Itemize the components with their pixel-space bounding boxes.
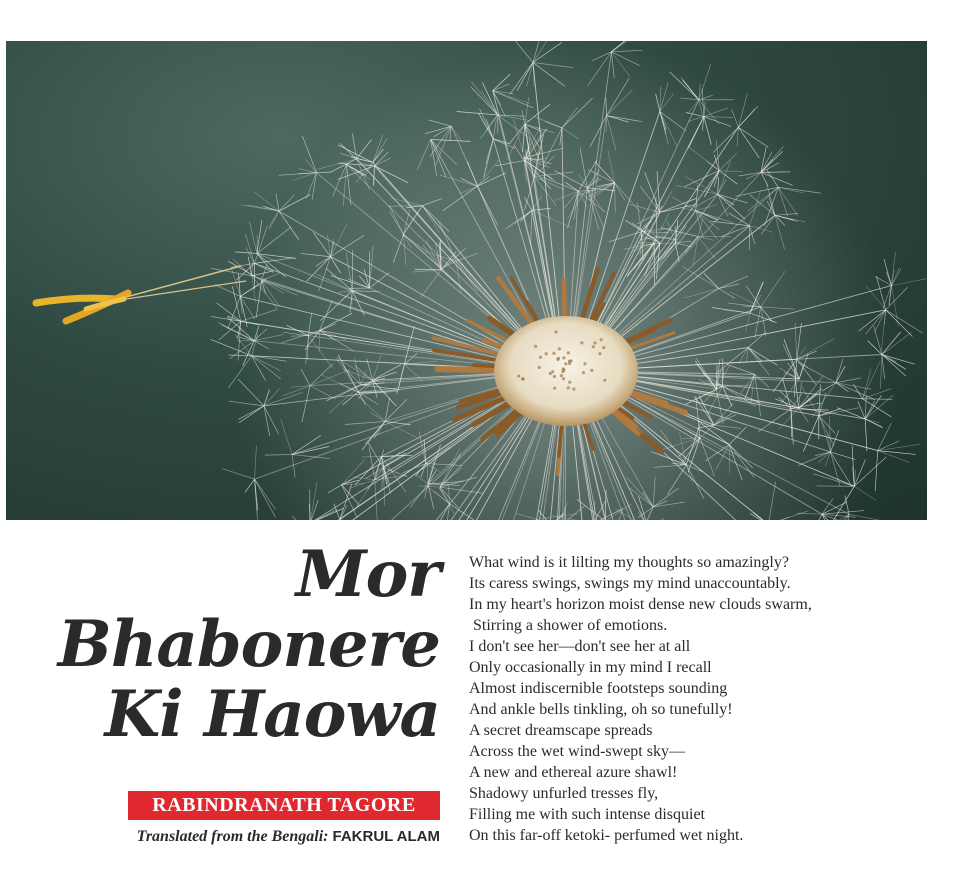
seed-pit	[517, 374, 520, 377]
poem-line: Filling me with such intense disquiet	[469, 806, 705, 823]
seed-pit	[562, 368, 565, 371]
pappus-filament	[254, 192, 279, 211]
poem-line: Its caress swings, swings my mind unaccountably.	[469, 575, 791, 592]
seed-head-core	[494, 316, 638, 426]
seed-pit	[593, 341, 596, 344]
seed-pit	[558, 347, 561, 350]
seed-pit	[598, 352, 601, 355]
poem-line: In my heart's horizon moist dense new clouds swarm,	[469, 596, 812, 613]
seed-pit	[603, 379, 606, 382]
yellow-floret	[36, 266, 246, 321]
poem-title	[20, 537, 440, 752]
poem-line: What wind is it lilting my thoughts so amazingly?	[469, 554, 789, 571]
seed-pit	[538, 366, 541, 369]
pappus-filament	[222, 469, 254, 480]
pappus-filament	[891, 286, 898, 327]
seed-pit	[599, 338, 602, 341]
translator-prefix: Translated from the Bengali:	[136, 828, 329, 845]
seed-pit	[562, 377, 565, 380]
poem-line: Almost indiscernible footsteps sounding	[469, 680, 728, 697]
poem-line: A new and ethereal azure shawl!	[469, 764, 678, 781]
seed-pit	[553, 375, 556, 378]
dandelion-illustration	[6, 41, 927, 520]
title-line-2: Bhabonere	[57, 607, 440, 682]
seed-pit	[551, 370, 554, 373]
seed-pit	[568, 381, 571, 384]
poem-line: Across the wet wind-swept sky—	[469, 743, 685, 760]
poem-line: Only occasionally in my mind I recall	[469, 659, 712, 676]
title-block	[20, 537, 440, 752]
poem-line: A secret dreamscape spreads	[469, 722, 653, 739]
pappus-filament	[245, 479, 255, 492]
seed-pit	[539, 356, 542, 359]
poem-line: I don't see her—don't see her at all	[469, 638, 691, 655]
pappus-filament	[276, 194, 279, 211]
seed-pit	[556, 358, 559, 361]
seed-pit	[580, 341, 583, 344]
seed-pit	[554, 330, 557, 333]
poem-line: On this far-off ketoki- perfumed wet night.	[469, 827, 744, 844]
title-line-3: Ki Haowa	[104, 677, 440, 752]
poem-text	[469, 552, 939, 846]
pappus-filament	[211, 316, 241, 321]
pappus-filament	[235, 252, 257, 254]
seed-pit	[592, 345, 595, 348]
pappus-filament	[884, 259, 891, 285]
poem-line: Stirring a shower of emotions.	[469, 617, 668, 634]
author-banner	[128, 791, 440, 820]
pappus-filament	[241, 205, 279, 211]
pappus-filament	[249, 222, 257, 254]
pappus-filament	[886, 287, 908, 310]
seed-pit	[521, 377, 524, 380]
seed-pit	[567, 386, 570, 389]
poem-line: And ankle bells tinkling, oh so tunefully!	[469, 701, 733, 718]
seed-pit	[602, 346, 605, 349]
seed-pit	[569, 359, 572, 362]
dandelion-photo	[6, 41, 927, 520]
seed-pit	[545, 352, 548, 355]
seed-pit	[553, 387, 556, 390]
seed-pit	[572, 388, 575, 391]
translator-credit	[60, 826, 440, 848]
author-name: RABINDRANATH TAGORE	[152, 794, 416, 816]
seed-pit	[590, 369, 593, 372]
seed-pit	[567, 351, 570, 354]
translator-name: FAKRUL ALAM	[332, 828, 440, 845]
title-line-1: Mor	[295, 537, 440, 612]
seed-pit	[562, 356, 565, 359]
seed-pit	[534, 345, 537, 348]
seed-pit	[552, 352, 555, 355]
poem-line: Shadowy unfurled tresses fly,	[469, 785, 659, 802]
seed-pit	[583, 362, 586, 365]
seed-pit	[560, 374, 563, 377]
pappus-filament	[891, 278, 927, 286]
seed-pit	[582, 371, 585, 374]
pappus-filament	[214, 285, 240, 296]
seed-pit	[564, 362, 567, 365]
